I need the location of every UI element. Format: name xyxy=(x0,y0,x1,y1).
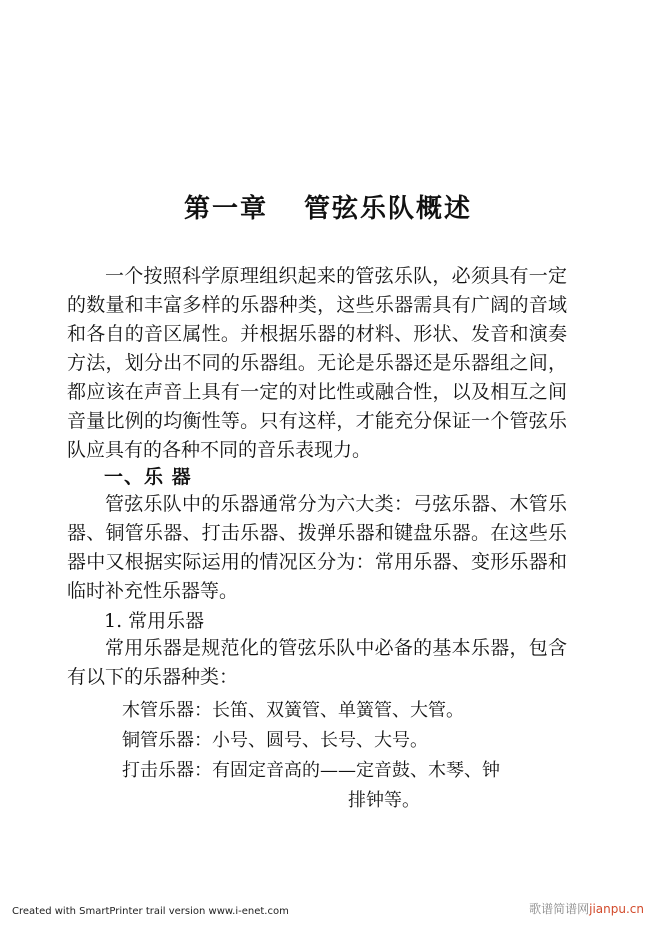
chapter-name: 管弦乐队概述 xyxy=(304,194,473,224)
section-paragraph: 管弦乐队中的乐器通常分为六大类：弓弦乐器、木管乐器、铜管乐器、打击乐器、拨弹乐器和键盘乐器。在这些乐器中又根据实际运用的情况区分为：常用乐器、变形乐器和临时补充性乐器等。 xyxy=(67,493,567,602)
site-watermark xyxy=(529,900,644,917)
instrument-group: 打击乐器： xyxy=(122,760,212,781)
instrument-row xyxy=(122,696,464,722)
section-number: 一、 xyxy=(104,466,145,488)
instrument-group: 铜管乐器： xyxy=(122,730,212,751)
section-title: 乐 器 xyxy=(144,466,192,488)
instrument-items: 有固定音高的——定音鼓、木琴、钟 xyxy=(212,760,500,781)
instrument-items: 长笛、双簧管、单簧管、大管。 xyxy=(212,700,464,721)
subsection-paragraph: 常用乐器是规范化的管弦乐队中必备的基本乐器，包含有以下的乐器种类： xyxy=(67,637,567,688)
section-heading xyxy=(104,462,192,489)
site-watermark-brand: jianpu.cn xyxy=(589,902,644,916)
chapter-number: 第一章 xyxy=(183,194,268,224)
chapter-title xyxy=(0,188,656,225)
instrument-continuation: 排钟等。 xyxy=(348,790,420,811)
instrument-items: 小号、圆号、长号、大号。 xyxy=(212,730,428,751)
intro-paragraph: 一个按照科学原理组织起来的管弦乐队，必须具有一定的数量和丰富多样的乐器种类，这些乐器需具有广阔的音域和各自的音区属性。并根据乐器的材料、形状、发音和演奏方法，划分出不同的乐器组。无论是乐器还是乐器组之间，都应该在声音上具有一定的对比性或融合性，以及相互之间音量比例的均衡性等。只有这样，才能充分保证一个管弦乐队应具有的各种不同的音乐表现力。 xyxy=(67,265,567,461)
watermark-footer: Created with SmartPrinter trail version www.i-enet.com xyxy=(12,906,289,917)
instrument-row xyxy=(122,756,500,782)
site-watermark-text: 歌谱简谱网 xyxy=(529,902,590,916)
instrument-row xyxy=(122,726,428,752)
instrument-group: 木管乐器： xyxy=(122,700,212,721)
subsection-heading: 1. 常用乐器 xyxy=(104,610,205,632)
